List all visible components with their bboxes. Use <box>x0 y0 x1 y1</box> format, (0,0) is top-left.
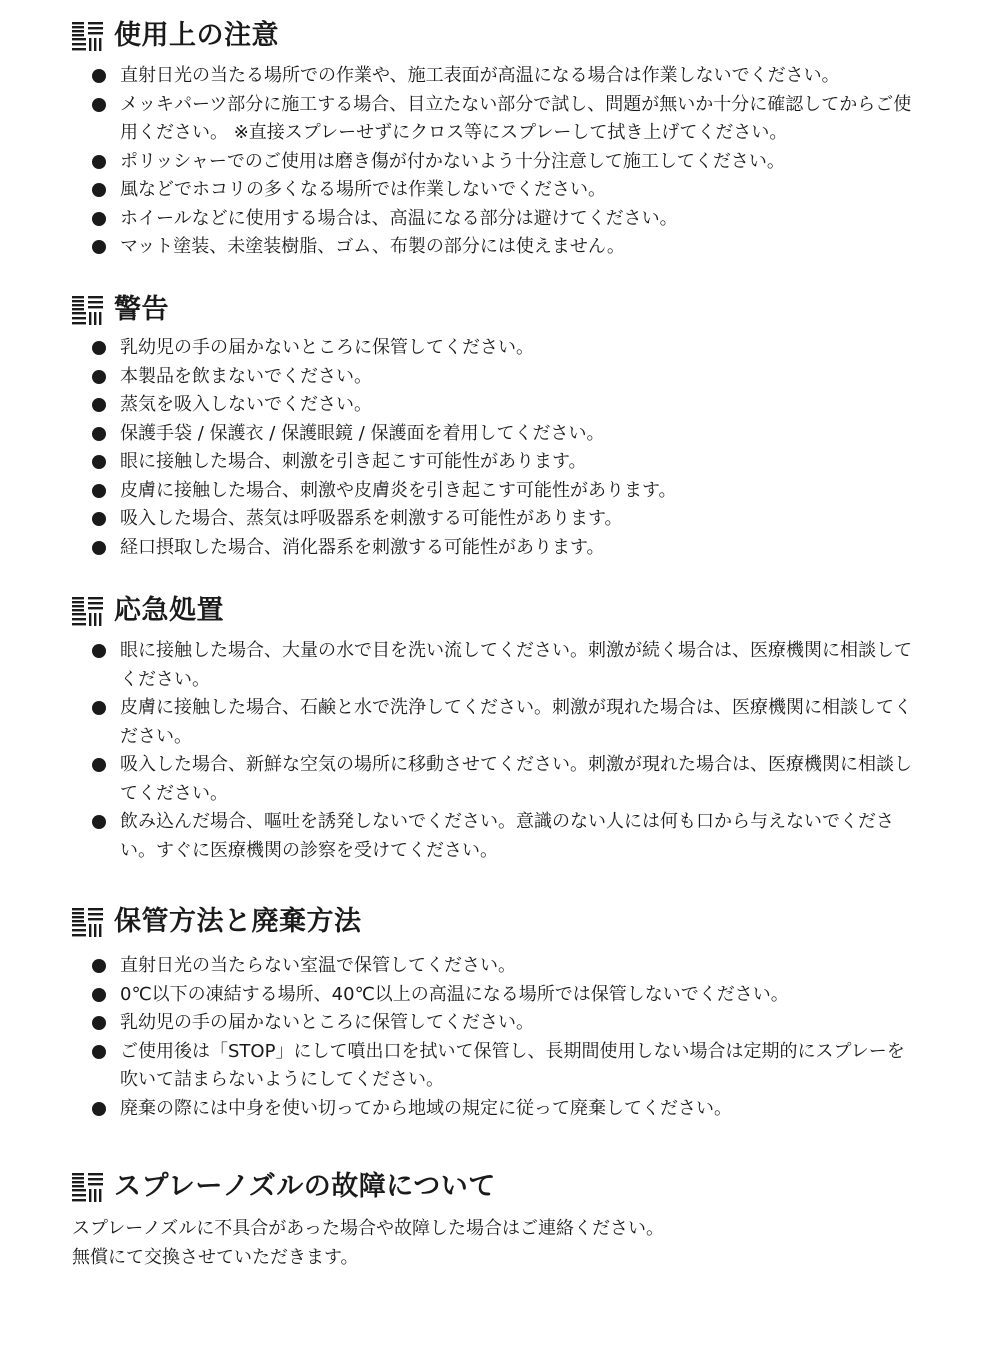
section-heading <box>72 591 922 631</box>
list-item-text: 廃棄の際には中身を使い切ってから地域の規定に従って廃棄してください。 <box>120 1097 732 1119</box>
bullet-icon <box>92 758 106 772</box>
list-item <box>72 334 922 363</box>
section-body <box>72 1215 922 1272</box>
list-item <box>72 477 922 506</box>
list-item-text: 皮膚に接触した場合、石鹸と水で洗浄してください。刺激が現れた場合は、医療機関に相談してください。 <box>120 697 912 747</box>
list-item <box>72 391 922 420</box>
list-item-text: マット塗装、未塗装樹脂、ゴム、布製の部分には使えません。 <box>120 236 625 257</box>
list-item <box>72 363 922 392</box>
section-heading <box>72 16 922 56</box>
list-item <box>72 694 922 751</box>
list-item-text: ご使用後は「STOP」にして噴出口を拭いて保管し、長期間使用しない場合は定期的にスプレーを吹いて詰まらないようにしてください。 <box>120 1040 905 1090</box>
list-item <box>72 534 922 563</box>
bullet-icon <box>92 512 106 526</box>
section-heading <box>72 1167 922 1207</box>
list-item-text: 直射日光の当たる場所での作業や、施工表面が高温になる場合は作業しないでください。 <box>120 65 840 86</box>
section-nozzle-failure <box>72 1167 922 1272</box>
list-item <box>72 981 922 1010</box>
section-first-aid <box>72 591 922 865</box>
section-heading <box>72 290 922 330</box>
bullet-icon <box>92 1102 106 1116</box>
bullet-icon <box>92 155 106 169</box>
section-warning <box>72 290 922 562</box>
list-item <box>72 233 922 262</box>
list-item <box>72 637 922 694</box>
bullet-icon <box>92 427 106 441</box>
list-item-text: 乳幼児の手の届かないところに保管してください。 <box>120 1012 534 1033</box>
list-item <box>72 505 922 534</box>
list-item-text: 吸入した場合、蒸気は呼吸器系を刺激する可能性があります。 <box>120 508 623 529</box>
list-item-text: 吸入した場合、新鮮な空気の場所に移動させてください。刺激が現れた場合は、医療機関に相談してください。 <box>120 754 912 804</box>
list-item-text: 風などでホコリの多くなる場所では作業しないでください。 <box>120 179 606 200</box>
bullet-icon <box>92 959 106 973</box>
bullet-icon <box>92 701 106 715</box>
bullet-icon <box>92 212 106 226</box>
list-item-text: 蒸気を吸入しないでください。 <box>120 394 372 415</box>
list-item-text: 皮膚に接触した場合、刺激や皮膚炎を引き起こす可能性があります。 <box>120 479 677 501</box>
list-item-text: 経口摂取した場合、消化器系を刺激する可能性があります。 <box>120 536 605 558</box>
section-heading-icon <box>72 597 103 626</box>
list-item <box>72 952 922 981</box>
list-item-text: 眼に接触した場合、大量の水で目を洗い流してください。刺激が続く場合は、医療機関に相談してください。 <box>120 640 912 690</box>
list-item <box>72 148 922 177</box>
list-item <box>72 751 922 808</box>
list-item-text: メッキパーツ部分に施工する場合、目立たない部分で試し、問題が無いか十分に確認してからご使用ください。 ※直接スプレーせずにクロス等にスプレーして拭き上げてください。 <box>120 93 912 143</box>
bullet-icon <box>92 98 106 112</box>
list-item <box>72 1009 922 1038</box>
bullet-list <box>72 62 922 262</box>
list-item <box>72 1038 922 1095</box>
bullet-icon <box>92 341 106 355</box>
list-item-text: 飲み込んだ場合、嘔吐を誘発しないでください。意識のない人には何も口から与えないでください。すぐに医療機関の診察を受けてください。 <box>120 811 894 861</box>
list-item-text: 眼に接触した場合、刺激を引き起こす可能性があります。 <box>120 451 587 472</box>
list-item <box>72 808 922 865</box>
section-storage-disposal <box>72 902 922 1123</box>
list-item-text: 直射日光の当たらない室温で保管してください。 <box>120 955 516 976</box>
bullet-icon <box>92 398 106 412</box>
bullet-list <box>72 334 922 562</box>
list-item <box>72 176 922 205</box>
list-item-text: ポリッシャーでのご使用は磨き傷が付かないよう十分注意して施工してください。 <box>120 150 785 172</box>
list-item <box>72 1095 922 1124</box>
list-item <box>72 448 922 477</box>
section-usage-precautions <box>72 16 922 262</box>
section-title: 応急処置 <box>114 595 224 626</box>
list-item-text: 本製品を飲まないでください。 <box>120 365 372 387</box>
bullet-icon <box>92 455 106 469</box>
section-heading-icon <box>72 296 103 325</box>
paragraph: スプレーノズルに不具合があった場合や故障した場合はご連絡ください。 <box>72 1218 665 1239</box>
list-item <box>72 62 922 91</box>
bullet-icon <box>92 815 106 829</box>
bullet-icon <box>92 988 106 1002</box>
bullet-icon <box>92 1045 106 1059</box>
list-item-text: 0℃以下の凍結する場所、40℃以上の高温になる場所では保管しないでください。 <box>120 983 789 1005</box>
bullet-icon <box>92 240 106 254</box>
bullet-icon <box>92 484 106 498</box>
paragraph: 無償にて交換させていただきます。 <box>72 1246 359 1268</box>
section-title: 使用上の注意 <box>114 20 279 51</box>
list-item <box>72 420 922 449</box>
list-item <box>72 91 922 148</box>
bullet-list <box>72 952 922 1123</box>
section-heading-icon <box>72 1173 103 1202</box>
section-title: スプレーノズルの故障について <box>114 1171 496 1202</box>
bullet-icon <box>92 1016 106 1030</box>
bullet-icon <box>92 644 106 658</box>
section-heading-icon <box>72 908 103 937</box>
list-item <box>72 205 922 234</box>
section-title: 警告 <box>114 294 169 325</box>
list-item-text: 乳幼児の手の届かないところに保管してください。 <box>120 337 534 358</box>
section-heading-icon <box>72 22 103 51</box>
list-item-text: 保護手袋 / 保護衣 / 保護眼鏡 / 保護面を着用してください。 <box>120 422 605 444</box>
section-heading <box>72 902 922 942</box>
list-item-text: ホイールなどに使用する場合は、高温になる部分は避けてください。 <box>120 207 678 229</box>
bullet-list <box>72 637 922 865</box>
bullet-icon <box>92 370 106 384</box>
section-title: 保管方法と廃棄方法 <box>114 906 362 937</box>
bullet-icon <box>92 69 106 83</box>
bullet-icon <box>92 183 106 197</box>
bullet-icon <box>92 541 106 555</box>
